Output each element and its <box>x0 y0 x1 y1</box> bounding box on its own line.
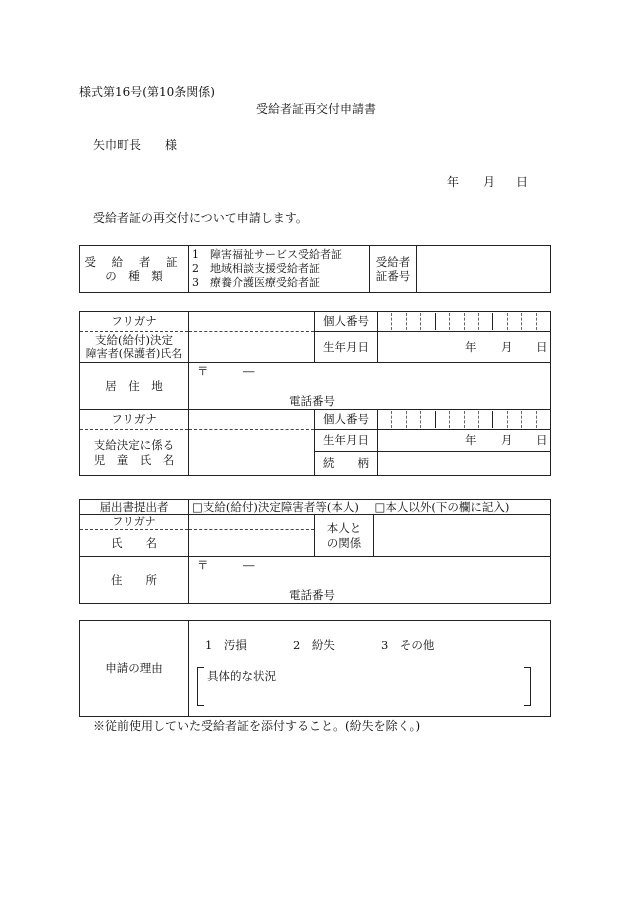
reason-option-1[interactable]: 1 汚損 <box>205 638 247 652</box>
applicant-table <box>79 311 551 476</box>
child-dob-year: 年 <box>465 433 477 447</box>
child-dob-day: 日 <box>536 433 548 447</box>
address-label: 居 住 地 <box>80 363 189 410</box>
applicant-furigana-label: フリガナ <box>80 312 189 332</box>
cert-number-label: 受給者 証番号 <box>370 246 417 293</box>
applicant-dob-field[interactable] <box>378 332 551 363</box>
dob-day: 日 <box>536 340 548 354</box>
submitter-option-other[interactable]: □本人以外(下の欄に記入) <box>374 500 510 514</box>
cert-type-table <box>79 245 551 293</box>
submitter-option-self[interactable]: □支給(給付)決定障害者等(本人) <box>192 500 359 514</box>
applicant-furigana-field[interactable] <box>189 312 315 332</box>
addressee: 矢巾町長 様 <box>93 138 178 152</box>
dob-month: 月 <box>501 340 513 354</box>
reason-table <box>79 620 551 717</box>
child-name-field[interactable] <box>189 430 315 476</box>
dob-year: 年 <box>465 340 477 354</box>
submitter-address-field[interactable] <box>189 557 551 604</box>
applicant-dob-label: 生年月日 <box>315 332 378 363</box>
date-year: 年 <box>447 175 460 189</box>
reason-label: 申請の理由 <box>80 621 189 717</box>
cert-type-label: 受 給 者 証 の 種 類 <box>80 246 189 293</box>
date-day: 日 <box>516 175 529 189</box>
submitter-relation-label: 本人と の関係 <box>315 515 374 557</box>
detail-bracket-right <box>524 667 531 706</box>
address-field[interactable] <box>189 363 551 410</box>
detail-label: 具体的な状況 <box>207 669 276 683</box>
applicant-id-boxes[interactable] <box>378 312 551 332</box>
submitter-phone-label: 電話番号 <box>289 588 335 603</box>
form-number: 様式第16号(第10条関係) <box>79 85 215 99</box>
detail-bracket-left <box>197 667 204 706</box>
submitter-relation-field[interactable] <box>374 515 551 557</box>
cert-option-1[interactable]: 1 障害福祉サービス受給者証 <box>192 248 342 262</box>
submitter-furigana-label: フリガナ <box>80 515 189 530</box>
child-dob-month: 月 <box>501 433 513 447</box>
relation-label: 続 柄 <box>315 452 378 476</box>
cert-option-2[interactable]: 2 地域相談支援受給者証 <box>192 262 320 276</box>
child-name-label: 支給決定に係る 児 童 氏 名 <box>80 430 189 476</box>
cert-number-field[interactable] <box>417 246 551 293</box>
attachment-note: ※従前使用していた受給者証を添付すること。(紛失を除く。) <box>93 719 421 733</box>
reason-option-3[interactable]: 3 その他 <box>381 638 435 652</box>
child-furigana-field[interactable] <box>189 410 315 430</box>
child-furigana-label: フリガナ <box>80 410 189 430</box>
applicant-name-field[interactable] <box>189 332 315 363</box>
submitter-name-field[interactable] <box>189 530 315 557</box>
reason-option-2[interactable]: 2 紛失 <box>293 638 335 652</box>
relation-field[interactable] <box>378 452 551 476</box>
child-id-label: 個人番号 <box>315 410 378 430</box>
submitter-table <box>79 499 551 604</box>
reason-field <box>189 621 551 717</box>
submitter-label: 届出書提出者 <box>80 500 189 515</box>
postal-mark: 〒 ― <box>197 364 255 378</box>
form-title: 受給者証再交付申請書 <box>256 102 377 116</box>
submitter-postal-mark: 〒 ― <box>197 558 255 573</box>
date-month: 月 <box>483 175 496 189</box>
submitter-furigana-field[interactable] <box>189 515 315 530</box>
submitter-address-label: 住 所 <box>80 557 189 604</box>
applicant-name-label: 支給(給付)決定 障害者(保護者)氏名 <box>80 332 189 363</box>
cert-option-3[interactable]: 3 療養介護医療受給者証 <box>192 275 320 289</box>
applicant-id-label: 個人番号 <box>315 312 378 332</box>
submitter-options <box>189 500 551 515</box>
child-dob-label: 生年月日 <box>315 430 378 452</box>
phone-label: 電話番号 <box>289 394 335 408</box>
intro-text: 受給者証の再交付について申請します。 <box>93 211 308 225</box>
child-dob-field[interactable] <box>378 430 551 452</box>
cert-type-options <box>189 246 370 293</box>
child-id-boxes[interactable] <box>378 410 551 430</box>
submitter-name-label: 氏 名 <box>80 530 189 557</box>
